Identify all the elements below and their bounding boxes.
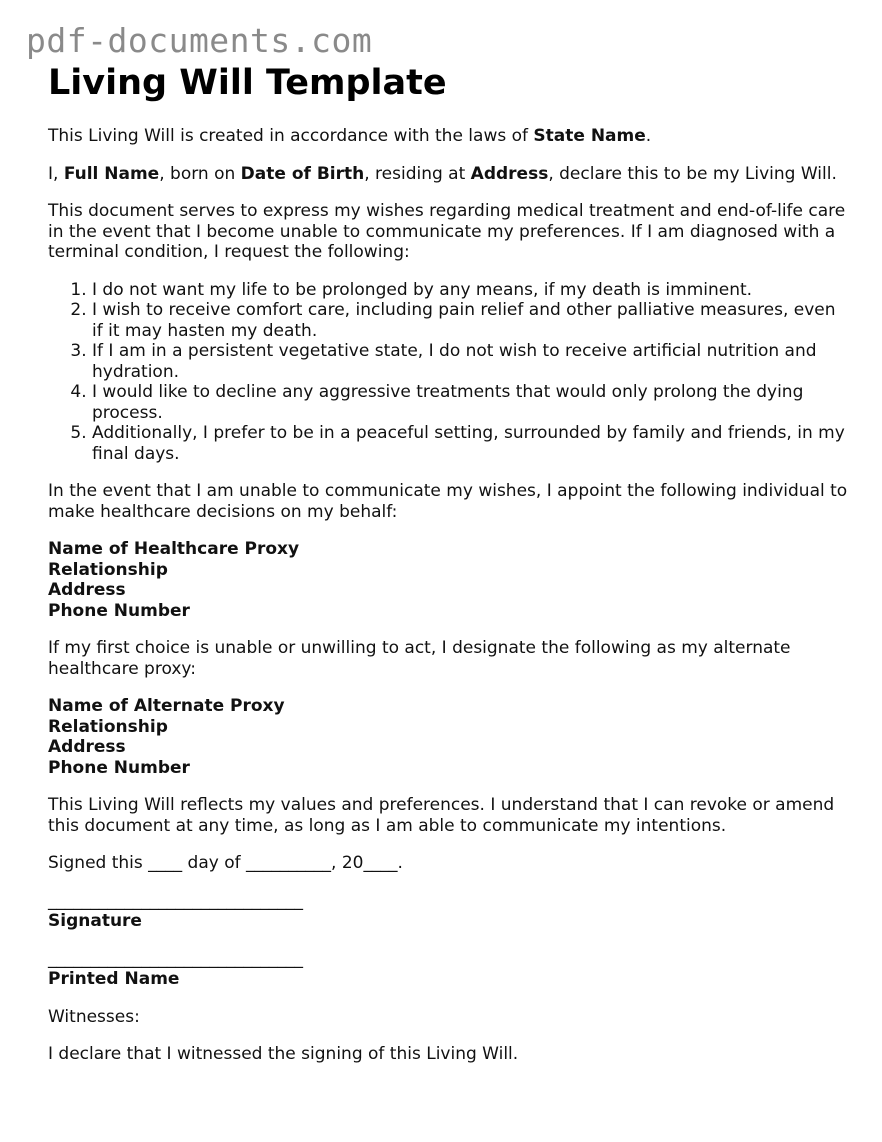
proxy-name-field: Name of Healthcare Proxy (48, 539, 300, 559)
state-name-field: State Name (533, 126, 646, 146)
signed-line: Signed this ____ day of __________, 20____. (48, 853, 403, 873)
printed-name-underline: ______________________________ (48, 948, 303, 969)
proxy-address-field: Address (48, 580, 126, 600)
address-field: Address (470, 163, 549, 184)
alternate-proxy-block (48, 696, 848, 778)
declaration-text-4: , declare this to be my Living Will. (548, 163, 837, 184)
alternate-relationship-field: Relationship (48, 716, 168, 737)
document-title: Living Will Template (48, 63, 447, 103)
declaration-text-3: , residing at (364, 163, 471, 184)
alternate-intro-paragraph: If my first choice is unable or unwilling to act, I designate the following as my alternate healthcare proxy: (48, 638, 791, 679)
witnesses-label: Witnesses: (48, 1006, 140, 1027)
wish-item: 5. Additionally, I prefer to be in a peaceful setting, surrounded by family and friends, in my final days. (92, 423, 848, 464)
alternate-address-field: Address (48, 737, 126, 757)
declaration-text-2: , born on (159, 163, 241, 184)
printed-name-label: Printed Name (48, 969, 180, 989)
declaration-text-1: I, (48, 163, 64, 184)
signature-label: Signature (48, 911, 142, 931)
alternate-phone-field: Phone Number (48, 757, 190, 778)
declaration-paragraph (48, 164, 848, 185)
signature-block (48, 891, 848, 932)
wish-item: 2. I wish to receive comfort care, including pain relief and other palliative measures, even if it may hasten my death. (92, 300, 848, 341)
wish-item: 1. I do not want my life to be prolonged by any means, if my death is imminent. (92, 280, 848, 301)
dob-field: Date of Birth (240, 163, 365, 184)
intro-pre: This Living Will is created in accordance with the laws of (48, 126, 534, 146)
appoint-paragraph: In the event that I am unable to communicate my wishes, I appoint the following individual to make healthcare decisions on my behalf: (48, 481, 848, 522)
signature-underline: ______________________________ (48, 890, 303, 911)
intro-paragraph (48, 126, 848, 147)
wishes-list (48, 280, 848, 465)
printed-name-block (48, 949, 848, 990)
intro-post: . (645, 126, 652, 146)
proxy-relationship-field: Relationship (48, 559, 168, 580)
purpose-paragraph: This document serves to express my wishes regarding medical treatment and end-of-life care in the event that I become unable to communicate my preferences. If I am diagnosed with a terminal condition, I request the following: (48, 201, 846, 262)
proxy-phone-field: Phone Number (48, 600, 190, 621)
alternate-name-field: Name of Alternate Proxy (48, 696, 285, 716)
watermark: pdf-documents.com (26, 21, 373, 60)
proxy-block (48, 539, 848, 621)
wish-item: 3. If I am in a persistent vegetative state, I do not wish to receive artificial nutrition and hydration. (92, 341, 848, 382)
document-page (48, 62, 848, 1065)
reflects-paragraph: This Living Will reflects my values and preferences. I understand that I can revoke or amend this document at any time, as long as I am able to communicate my intentions. (48, 795, 835, 836)
wish-item: 4. I would like to decline any aggressive treatments that would only prolong the dying process. (92, 382, 848, 423)
full-name-field: Full Name (63, 163, 160, 184)
witness-declaration: I declare that I witnessed the signing of this Living Will. (48, 1044, 519, 1064)
